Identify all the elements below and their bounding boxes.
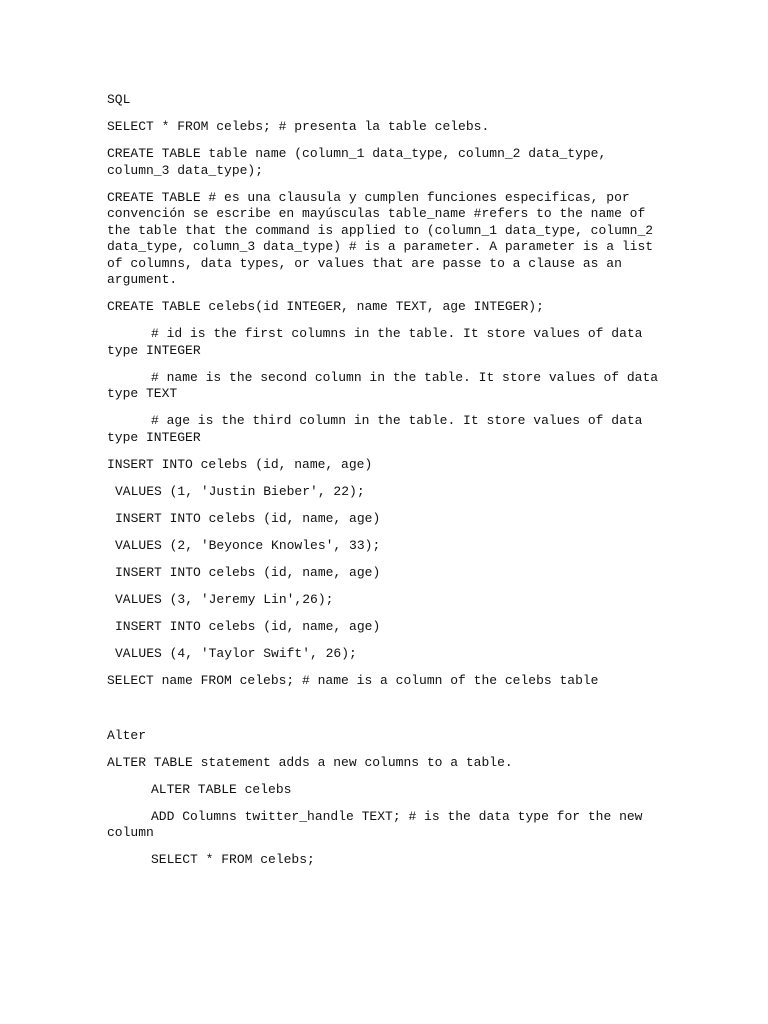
heading-sql: SQL [107,92,131,107]
paragraph-values-1: VALUES (1, 'Justin Bieber', 22); [115,483,365,499]
paragraph-values-2: VALUES (2, 'Beyonce Knowles', 33); [115,537,381,553]
paragraph-add-column: ADD Columns twitter_handle TEXT; # is the data type for the new column [107,808,651,840]
paragraph-age-comment: # age is the third column in the table. It store values of data type INTEGER [107,413,651,445]
paragraph-create-table-syntax: CREATE TABLE table name (column_1 data_type, column_2 data_type, column_3 data_type); [107,146,615,178]
paragraph-select-all-2: SELECT * FROM celebs; [151,852,315,867]
paragraph-insert-1: INSERT INTO celebs (id, name, age) [107,456,373,472]
paragraph-id-comment: # id is the first columns in the table. It store values of data type INTEGER [107,326,651,358]
paragraph-select-all: SELECT * FROM celebs; # presenta la table celebs. [107,119,490,134]
paragraph-insert-2: INSERT INTO celebs (id, name, age) [115,510,381,526]
paragraph-values-3: VALUES (3, 'Jeremy Lin',26); [115,591,334,607]
paragraph-name-comment: # name is the second column in the table. It store values of data type TEXT [107,369,666,401]
paragraph-alter-explanation: ALTER TABLE statement adds a new columns to a table. [107,754,513,770]
paragraph-values-4: VALUES (4, 'Taylor Swift', 26); [115,645,357,661]
paragraph-select-name: SELECT name FROM celebs; # name is a column of the celebs table [107,672,599,688]
paragraph-create-table-celebs: CREATE TABLE celebs(id INTEGER, name TEXT, age INTEGER); [107,299,544,314]
paragraph-create-table-explanation: CREATE TABLE # es una clausula y cumplen funciones especificas, por convención se escribe en mayúsculas table_name #refers to the name of the table that the command is applied to (column_1 data_type, column_2 data_type, column_3 data_type) # is a parameter. A parameter is a list of columns, data types, or values that are passe to a clause as an argument. [107,189,661,287]
paragraph-insert-3: INSERT INTO celebs (id, name, age) [115,564,381,580]
heading-alter: Alter [107,727,147,743]
section-gap [107,700,667,728]
paragraph-insert-4: INSERT INTO celebs (id, name, age) [115,618,381,634]
paragraph-alter-table: ALTER TABLE celebs [151,781,292,797]
document-page [107,92,667,879]
